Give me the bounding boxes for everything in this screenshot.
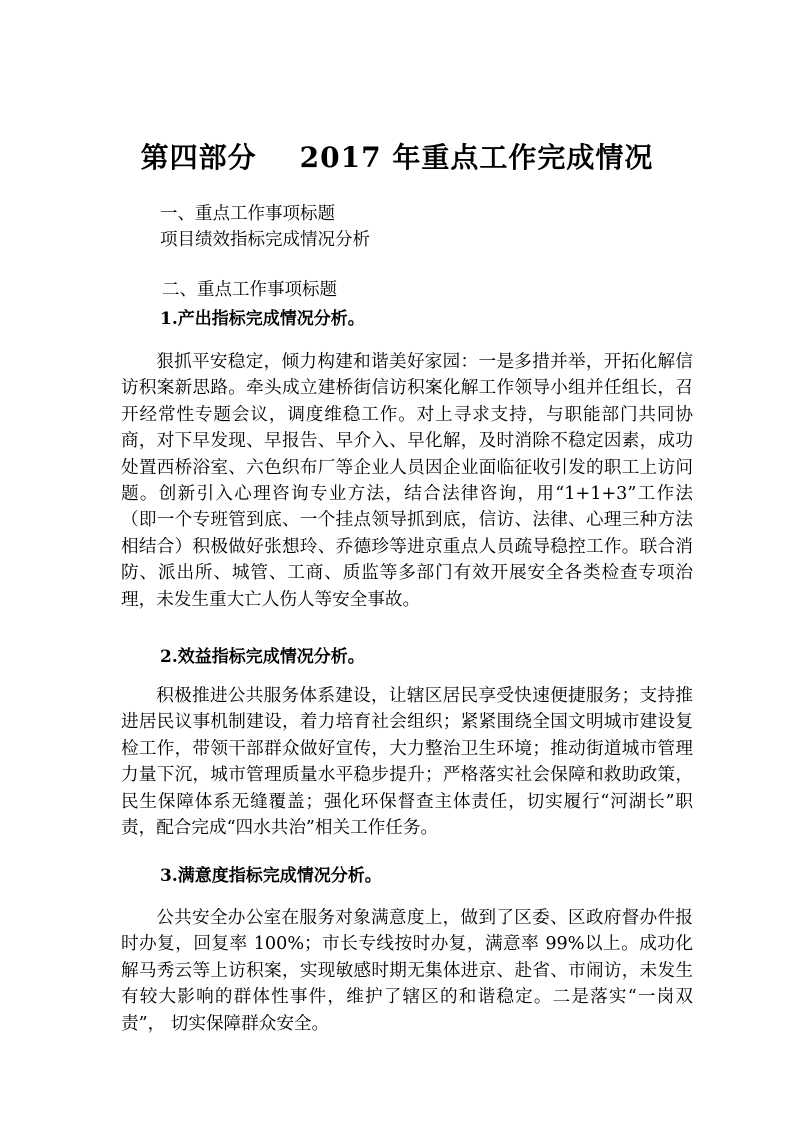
item-3-body: 公共安全办公室在服务对象满意度上，做到了区委、区政府督办件报时办复，回复率 100%；市长专线按时办复，满意率 99%以上。成功化解马秀云等上访积案，实现敏感时期无集体进京、赴省、市闹访，未发生有较大影响的群体性事件，维护了辖区的和谐稳定。二是落实“一岗双责”， 切实保障群众安全。: [121, 908, 693, 1034]
item-3-heading: 3.满意度指标完成情况分析。: [160, 866, 382, 886]
page-title: 第四部分 2017 年重点工作完成情况: [140, 141, 654, 174]
section-2-heading: 二、重点工作事项标题: [162, 280, 337, 300]
item-1-body: 狠抓平安稳定，倾力构建和谐美好家园：一是多措并举，开拓化解信访积案新思路。牵头成立建桥街信访积案化解工作领导小组并任组长，召开经常性专题会议，调度维稳工作。对上寻求支持，与职能部门共同协商，对下早发现、早报告、早介入、早化解，及时消除不稳定因素，成功处置西桥浴室、六色织布厂等企业人员因企业面临征收引发的职工上访问题。创新引入心理咨询专业方法，结合法律咨询，用“1+1+3”工作法（即一个专班管到底、一个挂点领导抓到底，信访、法律、心理三种方法相结合）积极做好张想玲、乔德珍等进京重点人员疏导稳控工作。联合消防、派出所、城管、工商、质监等多部门有效开展安全各类检查专项治理，未发生重大亡人伤人等安全事故。: [121, 352, 693, 610]
section-1-heading: 一、重点工作事项标题: [160, 204, 335, 224]
item-2-heading: 2.效益指标完成情况分析。: [160, 647, 365, 667]
item-2-body: 积极推进公共服务体系建设，让辖区居民享受快速便捷服务；支持推进居民议事机制建设，着力培育社会组织；紧紧围绕全国文明城市建设复检工作，带领干部群众做好宣传，大力整治卫生环境；推动街道城市管理力量下沉，城市管理质量水平稳步提升；严格落实社会保障和救助政策，民生保障体系无缝覆盖；强化环保督查主体责任，切实履行“河湖长”职责，配合完成“四水共治”相关工作任务。: [121, 686, 693, 839]
item-1-heading: 1.产出指标完成情况分析。: [160, 309, 365, 329]
section-1-subheading: 项目绩效指标完成情况分析: [160, 230, 370, 250]
